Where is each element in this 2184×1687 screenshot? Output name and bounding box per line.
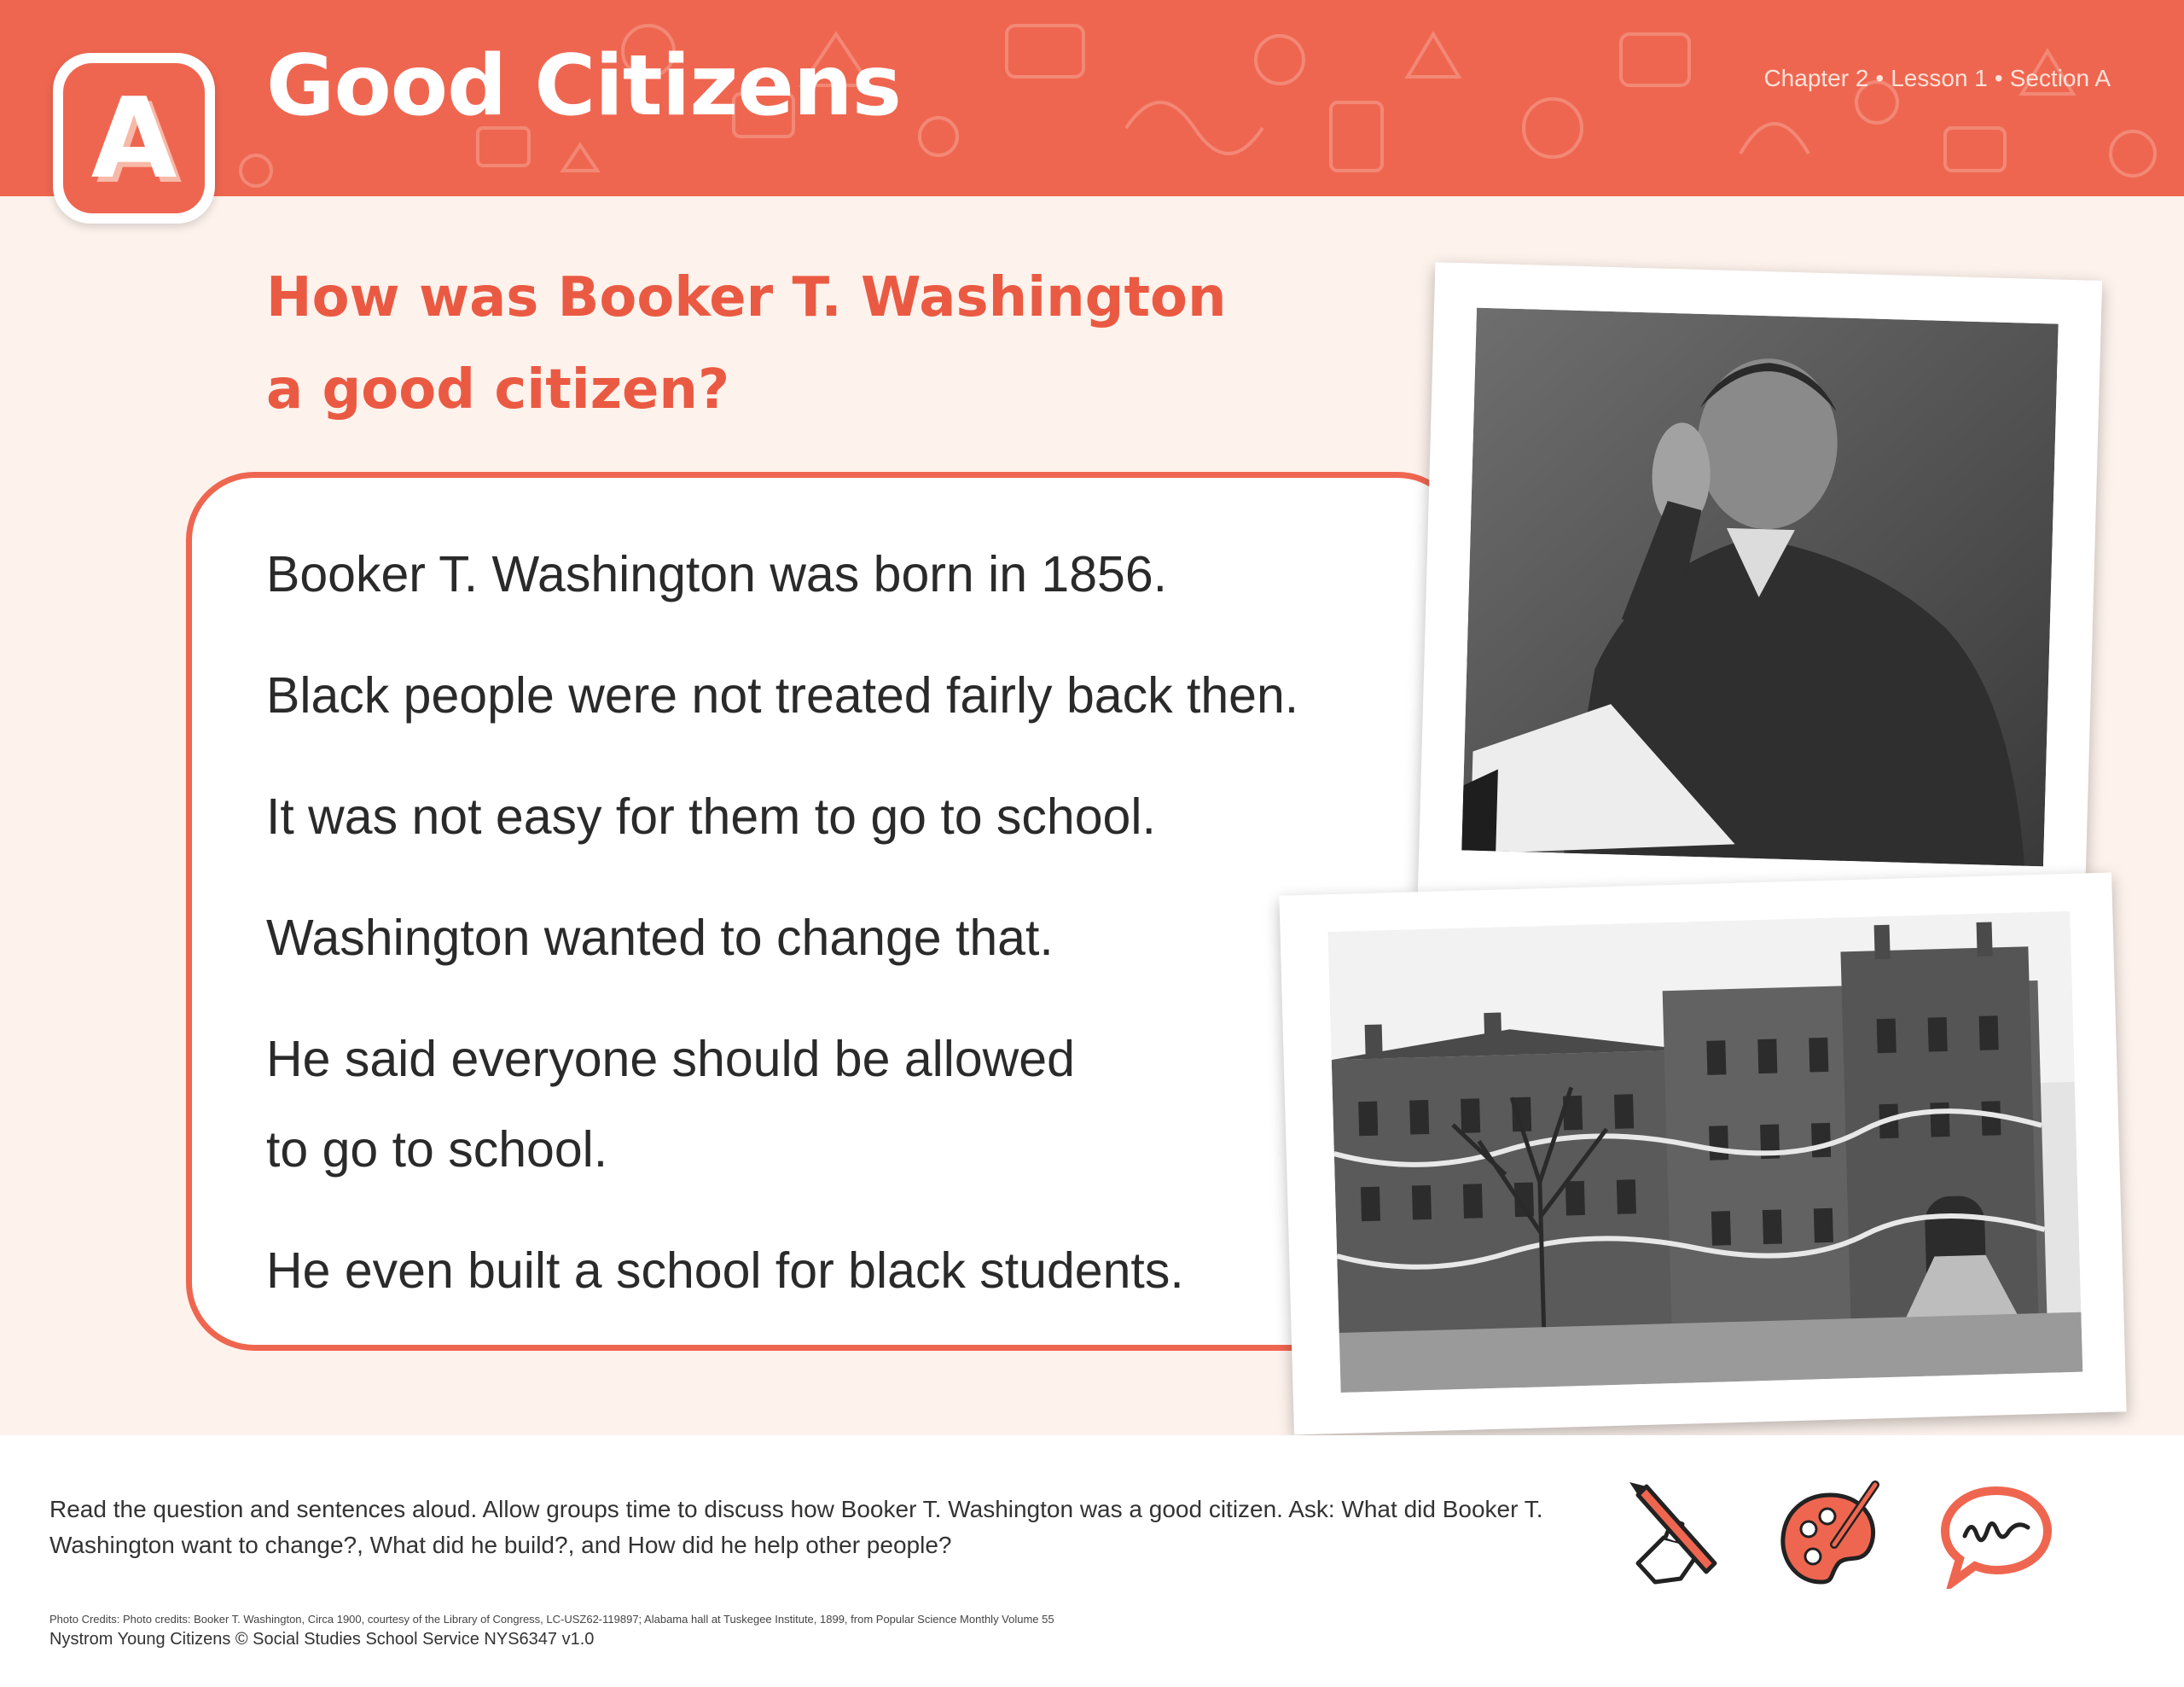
hand-pencil-icon (1621, 1478, 1732, 1589)
photo-credits: Photo Credits: Photo credits: Booker T. Washington, Circa 1900, courtesy of the Library of Congress, LC-USZ62-119897; Alabama hall at Tuskegee Institute, 1899, from Popular Science Monthly Volume 55 (49, 1613, 1054, 1626)
passage (266, 529, 1461, 1347)
breadcrumb-lesson: Lesson 1 (1891, 65, 1988, 91)
section-letter: A (90, 73, 177, 203)
publisher-line: Nystrom Young Citizens © Social Studies School Service NYS6347 v1.0 (49, 1630, 595, 1649)
sentence: Washington wanted to change that. (266, 910, 1054, 966)
sentence: Booker T. Washington was born in 1856. (266, 546, 1168, 602)
sentence: Black people were not treated fairly back then. (266, 667, 1299, 724)
breadcrumb-separator: • (1875, 65, 1885, 91)
question-line: How was Booker T. Washington (266, 266, 1227, 329)
sentence: It was not easy for them to go to school. (266, 788, 1156, 845)
teacher-instructions: Read the question and sentences aloud. Allow groups time to discuss how Booker T. Washington was a good citizen. Ask: What did Booker T. Washington want to change?, What did he build?, and How did he help other people? (49, 1496, 1543, 1558)
breadcrumb-separator: • (1994, 65, 2003, 91)
breadcrumb-section: Section A (2009, 65, 2111, 91)
sentence: to go to school. (266, 1121, 608, 1178)
header-banner (0, 0, 2184, 203)
portrait-photo-frame (1418, 262, 2102, 912)
page-title: Good Citizens (266, 38, 901, 135)
sentence: He said everyone should be allowed (266, 1031, 1075, 1087)
question-heading (266, 252, 1333, 436)
sentence: He even built a school for black students. (266, 1242, 1184, 1299)
portrait-photo (1461, 308, 2058, 867)
section-badge (53, 53, 215, 224)
breadcrumb (1763, 65, 2111, 92)
speech-bubble-icon (1941, 1478, 2052, 1589)
question-line: a good citizen? (266, 358, 730, 422)
breadcrumb-chapter: Chapter 2 (1763, 65, 1869, 91)
paint-palette-icon (1774, 1478, 1885, 1589)
